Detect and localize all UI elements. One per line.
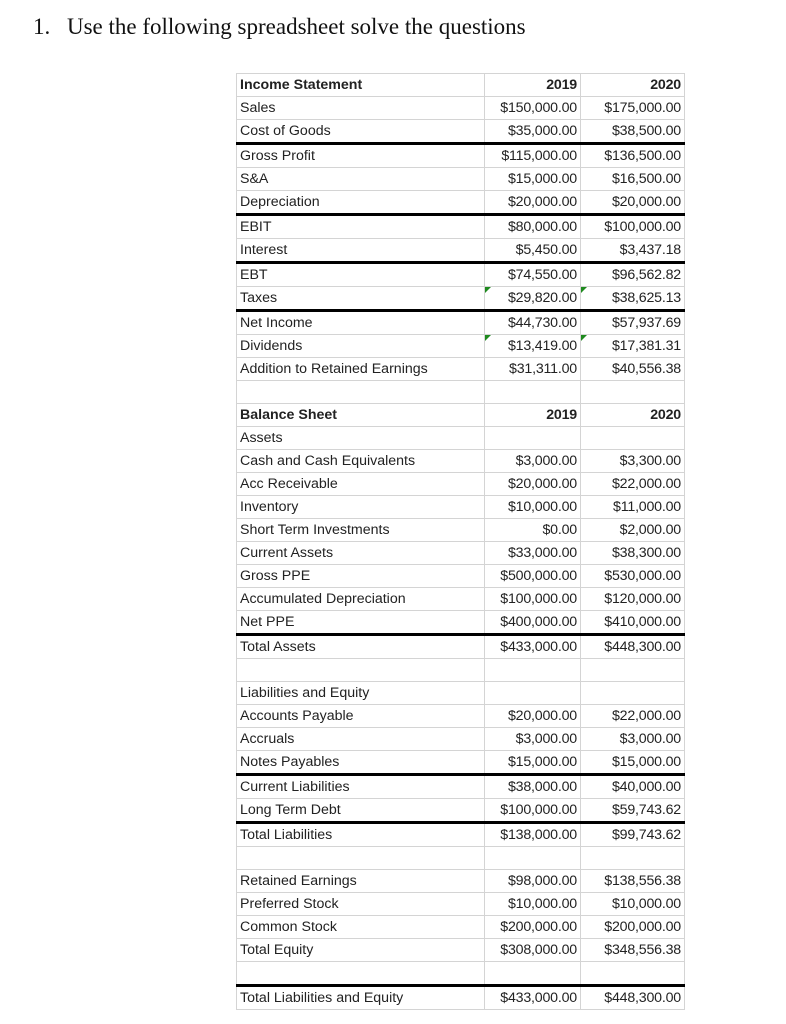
value-2019-cell[interactable] (485, 916, 581, 939)
value-2019-cell[interactable] (485, 335, 581, 358)
row-label-cell[interactable] (237, 168, 485, 191)
cell-text: Preferred Stock (240, 896, 339, 912)
cell-text: Taxes (240, 290, 278, 306)
cell-text: Notes Payables (240, 754, 340, 770)
value-2020-cell[interactable] (581, 74, 685, 97)
row-label-cell[interactable] (237, 986, 485, 1010)
value-2020-cell[interactable] (581, 97, 685, 120)
cell-text: $500,000.00 (500, 568, 577, 584)
table-row (237, 893, 685, 916)
table-row (237, 847, 685, 870)
cell-text: Gross Profit (240, 148, 315, 164)
table-row (237, 870, 685, 893)
value-2020-cell[interactable] (581, 565, 685, 588)
cell-text: $80,000.00 (507, 219, 577, 235)
table-row (237, 120, 685, 144)
value-2019-cell[interactable] (485, 97, 581, 120)
value-2020-cell[interactable] (581, 847, 685, 870)
row-label-cell[interactable] (237, 496, 485, 519)
error-indicator-icon (485, 335, 491, 341)
table-row (237, 404, 685, 427)
cell-text: Total Liabilities (240, 827, 333, 843)
cell-text: Interest (240, 242, 288, 258)
value-2019-cell[interactable] (485, 427, 581, 450)
value-2020-cell[interactable] (581, 705, 685, 728)
row-label-cell[interactable] (237, 893, 485, 916)
value-2019-cell[interactable] (485, 870, 581, 893)
table-row (237, 682, 685, 705)
cell-text: $3,000.00 (515, 731, 577, 747)
row-label-cell[interactable] (237, 775, 485, 799)
row-label-cell[interactable] (237, 97, 485, 120)
cell-text: $38,625.13 (611, 290, 681, 306)
row-label-cell[interactable] (237, 74, 485, 97)
cell-text: Retained Earnings (240, 873, 357, 889)
cell-text: Current Assets (240, 545, 334, 561)
table-row (237, 239, 685, 263)
cell-text: 2020 (650, 407, 681, 423)
value-2019-cell[interactable] (485, 311, 581, 335)
question-heading (33, 14, 526, 40)
cell-text: $308,000.00 (500, 942, 577, 958)
row-label-cell[interactable] (237, 565, 485, 588)
row-label-cell[interactable] (237, 635, 485, 659)
cell-text: Liabilities and Equity (240, 685, 370, 701)
row-label-cell[interactable] (237, 870, 485, 893)
cell-text: Short Term Investments (240, 522, 390, 538)
row-label-cell[interactable] (237, 519, 485, 542)
row-label-cell[interactable] (237, 450, 485, 473)
row-label-cell[interactable] (237, 611, 485, 635)
value-2019-cell[interactable] (485, 682, 581, 705)
row-label-cell[interactable] (237, 239, 485, 263)
value-2019-cell[interactable] (485, 799, 581, 823)
row-label-cell[interactable] (237, 962, 485, 986)
table-row (237, 705, 685, 728)
value-2020-cell[interactable] (581, 404, 685, 427)
cell-text: $22,000.00 (611, 708, 681, 724)
question-number: 1. (33, 14, 51, 39)
row-label-cell[interactable] (237, 728, 485, 751)
cell-text: $138,556.38 (604, 873, 681, 889)
cell-text: $200,000.00 (500, 919, 577, 935)
value-2020-cell[interactable] (581, 939, 685, 962)
table-row (237, 381, 685, 404)
cell-text: Long Term Debt (240, 802, 341, 818)
cell-text: Depreciation (240, 194, 320, 210)
table-row (237, 263, 685, 287)
cell-text: $136,500.00 (604, 148, 681, 164)
row-label-cell[interactable] (237, 705, 485, 728)
cell-text: Accruals (240, 731, 295, 747)
value-2019-cell[interactable] (485, 519, 581, 542)
value-2019-cell[interactable] (485, 635, 581, 659)
value-2020-cell[interactable] (581, 427, 685, 450)
value-2019-cell[interactable] (485, 939, 581, 962)
value-2019-cell[interactable] (485, 705, 581, 728)
cell-text: Income Statement (240, 77, 363, 93)
cell-text: 2020 (650, 77, 681, 93)
value-2019-cell[interactable] (485, 823, 581, 847)
cell-text: $15,000.00 (611, 754, 681, 770)
value-2020-cell[interactable] (581, 542, 685, 565)
cell-text: Total Equity (240, 942, 314, 958)
cell-text: $59,743.62 (611, 802, 681, 818)
cell-text: Net PPE (240, 614, 295, 630)
value-2020-cell[interactable] (581, 870, 685, 893)
cell-text: $35,000.00 (507, 123, 577, 139)
value-2019-cell[interactable] (485, 893, 581, 916)
row-label-cell[interactable] (237, 191, 485, 215)
value-2019-cell[interactable] (485, 565, 581, 588)
cell-text: $96,562.82 (611, 267, 681, 283)
cell-text: $3,437.18 (619, 242, 681, 258)
cell-text: $120,000.00 (604, 591, 681, 607)
value-2019-cell[interactable] (485, 404, 581, 427)
cell-text: Sales (240, 100, 276, 116)
cell-text: Acc Receivable (240, 476, 338, 492)
table-row (237, 611, 685, 635)
table-row (237, 168, 685, 191)
table-row (237, 775, 685, 799)
value-2019-cell[interactable] (485, 847, 581, 870)
cell-text: $98,000.00 (507, 873, 577, 889)
row-label-cell[interactable] (237, 311, 485, 335)
table-row (237, 751, 685, 775)
row-label-cell[interactable] (237, 287, 485, 311)
table-row (237, 358, 685, 381)
error-indicator-icon (581, 335, 587, 341)
value-2020-cell[interactable] (581, 120, 685, 144)
value-2019-cell[interactable] (485, 542, 581, 565)
cell-text: $448,300.00 (604, 639, 681, 655)
value-2020-cell[interactable] (581, 239, 685, 263)
row-label-cell[interactable] (237, 120, 485, 144)
cell-text: $348,556.38 (604, 942, 681, 958)
value-2019-cell[interactable] (485, 496, 581, 519)
table-row (237, 97, 685, 120)
cell-text: $10,000.00 (507, 499, 577, 515)
table-row (237, 588, 685, 611)
cell-text: Common Stock (240, 919, 337, 935)
cell-text: $40,000.00 (611, 779, 681, 795)
financial-statements-table (236, 73, 685, 1010)
cell-text: $10,000.00 (507, 896, 577, 912)
cell-text: $3,000.00 (619, 731, 681, 747)
table-row (237, 144, 685, 168)
value-2020-cell[interactable] (581, 986, 685, 1010)
cell-text: $22,000.00 (611, 476, 681, 492)
table-row (237, 191, 685, 215)
row-label-cell[interactable] (237, 358, 485, 381)
cell-text: $100,000.00 (500, 591, 577, 607)
cell-text: Total Assets (240, 639, 316, 655)
value-2019-cell[interactable] (485, 287, 581, 311)
table-row (237, 215, 685, 239)
table-row (237, 962, 685, 986)
cell-text: Cash and Cash Equivalents (240, 453, 416, 469)
value-2020-cell[interactable] (581, 823, 685, 847)
cell-text: Net Income (240, 315, 313, 331)
row-label-cell[interactable] (237, 939, 485, 962)
value-2020-cell[interactable] (581, 893, 685, 916)
cell-text: $29,820.00 (507, 290, 577, 306)
value-2019-cell[interactable] (485, 215, 581, 239)
cell-text: $0.00 (542, 522, 577, 538)
value-2019-cell[interactable] (485, 751, 581, 775)
cell-text: Accumulated Depreciation (240, 591, 406, 607)
table-row (237, 823, 685, 847)
cell-text: $530,000.00 (604, 568, 681, 584)
table-row (237, 496, 685, 519)
value-2020-cell[interactable] (581, 496, 685, 519)
row-label-cell[interactable] (237, 588, 485, 611)
value-2020-cell[interactable] (581, 311, 685, 335)
value-2020-cell[interactable] (581, 659, 685, 682)
cell-text: 2019 (546, 77, 577, 93)
cell-text: $3,000.00 (515, 453, 577, 469)
cell-text: Inventory (240, 499, 299, 515)
value-2019-cell[interactable] (485, 728, 581, 751)
cell-text: $57,937.69 (611, 315, 681, 331)
row-label-cell[interactable] (237, 542, 485, 565)
table-row (237, 728, 685, 751)
row-label-cell[interactable] (237, 473, 485, 496)
cell-text: EBT (240, 267, 268, 283)
table-row (237, 542, 685, 565)
value-2019-cell[interactable] (485, 168, 581, 191)
cell-text: Accounts Payable (240, 708, 354, 724)
cell-text: Addition to Retained Earnings (240, 361, 428, 377)
row-label-cell[interactable] (237, 381, 485, 404)
table-row (237, 427, 685, 450)
table-row (237, 659, 685, 682)
table-row (237, 799, 685, 823)
cell-text: $11,000.00 (613, 499, 681, 515)
value-2019-cell[interactable] (485, 263, 581, 287)
value-2020-cell[interactable] (581, 168, 685, 191)
cell-text: Cost of Goods (240, 123, 331, 139)
value-2019-cell[interactable] (485, 450, 581, 473)
row-label-cell[interactable] (237, 263, 485, 287)
table-row (237, 986, 685, 1010)
value-2020-cell[interactable] (581, 191, 685, 215)
value-2019-cell[interactable] (485, 358, 581, 381)
value-2019-cell[interactable] (485, 588, 581, 611)
table-row (237, 635, 685, 659)
value-2020-cell[interactable] (581, 144, 685, 168)
row-label-cell[interactable] (237, 215, 485, 239)
table-row (237, 450, 685, 473)
value-2020-cell[interactable] (581, 682, 685, 705)
row-label-cell[interactable] (237, 404, 485, 427)
cell-text: $38,000.00 (507, 779, 577, 795)
cell-text: $17,381.31 (611, 338, 681, 354)
cell-text: 2019 (546, 407, 577, 423)
value-2019-cell[interactable] (485, 74, 581, 97)
value-2019-cell[interactable] (485, 611, 581, 635)
cell-text: $200,000.00 (604, 919, 681, 935)
cell-text: Balance Sheet (240, 407, 337, 423)
value-2019-cell[interactable] (485, 191, 581, 215)
value-2020-cell[interactable] (581, 335, 685, 358)
cell-text: $74,550.00 (507, 267, 577, 283)
question-text: Use the following spreadsheet solve the questions (67, 14, 526, 39)
cell-text: $20,000.00 (611, 194, 681, 210)
value-2019-cell[interactable] (485, 473, 581, 496)
value-2020-cell[interactable] (581, 775, 685, 799)
cell-text: $15,000.00 (507, 754, 577, 770)
value-2020-cell[interactable] (581, 519, 685, 542)
table-row (237, 287, 685, 311)
cell-text: Assets (240, 430, 283, 446)
cell-text: $2,000.00 (619, 522, 681, 538)
row-label-cell[interactable] (237, 916, 485, 939)
value-2019-cell[interactable] (485, 962, 581, 986)
value-2019-cell[interactable] (485, 120, 581, 144)
table-row (237, 335, 685, 358)
table-row (237, 519, 685, 542)
table-body (237, 74, 685, 1010)
cell-text: $400,000.00 (500, 614, 577, 630)
table-row (237, 565, 685, 588)
cell-text: Current Liabilities (240, 779, 350, 795)
cell-text: Gross PPE (240, 568, 311, 584)
value-2020-cell[interactable] (581, 381, 685, 404)
cell-text: $38,500.00 (611, 123, 681, 139)
row-label-cell[interactable] (237, 682, 485, 705)
table-row (237, 74, 685, 97)
cell-text: $115,000.00 (501, 148, 577, 164)
value-2020-cell[interactable] (581, 916, 685, 939)
cell-text: $31,311.00 (509, 361, 577, 377)
cell-text: $16,500.00 (611, 171, 681, 187)
cell-text: $433,000.00 (500, 990, 577, 1006)
cell-text: $99,743.62 (611, 827, 681, 843)
table-row (237, 939, 685, 962)
cell-text: $20,000.00 (507, 194, 577, 210)
cell-text: $100,000.00 (604, 219, 681, 235)
value-2019-cell[interactable] (485, 381, 581, 404)
row-label-cell[interactable] (237, 144, 485, 168)
row-label-cell[interactable] (237, 751, 485, 775)
cell-text: $15,000.00 (507, 171, 577, 187)
cell-text: $20,000.00 (507, 708, 577, 724)
cell-text: $433,000.00 (500, 639, 577, 655)
value-2019-cell[interactable] (485, 239, 581, 263)
value-2019-cell[interactable] (485, 659, 581, 682)
cell-text: Dividends (240, 338, 303, 354)
row-label-cell[interactable] (237, 847, 485, 870)
cell-text: S&A (240, 171, 269, 187)
cell-text: $138,000.00 (500, 827, 577, 843)
table-row (237, 916, 685, 939)
table-row (237, 473, 685, 496)
value-2020-cell[interactable] (581, 450, 685, 473)
cell-text: $448,300.00 (604, 990, 681, 1006)
row-label-cell[interactable] (237, 799, 485, 823)
cell-text: $44,730.00 (507, 315, 577, 331)
cell-text: $20,000.00 (507, 476, 577, 492)
row-label-cell[interactable] (237, 659, 485, 682)
cell-text: $3,300.00 (619, 453, 681, 469)
row-label-cell[interactable] (237, 427, 485, 450)
cell-text: $33,000.00 (507, 545, 577, 561)
cell-text: $410,000.00 (604, 614, 681, 630)
row-label-cell[interactable] (237, 823, 485, 847)
cell-text: $150,000.00 (500, 100, 577, 116)
value-2019-cell[interactable] (485, 986, 581, 1010)
error-indicator-icon (485, 287, 491, 293)
value-2019-cell[interactable] (485, 775, 581, 799)
value-2020-cell[interactable] (581, 962, 685, 986)
error-indicator-icon (581, 287, 587, 293)
cell-text: EBIT (240, 219, 272, 235)
value-2020-cell[interactable] (581, 728, 685, 751)
cell-text: $10,000.00 (611, 896, 681, 912)
cell-text: $175,000.00 (604, 100, 681, 116)
value-2019-cell[interactable] (485, 144, 581, 168)
row-label-cell[interactable] (237, 335, 485, 358)
value-2020-cell[interactable] (581, 215, 685, 239)
cell-text: Total Liabilities and Equity (240, 990, 404, 1006)
value-2020-cell[interactable] (581, 287, 685, 311)
cell-text: $40,556.38 (611, 361, 681, 377)
value-2020-cell[interactable] (581, 263, 685, 287)
table-row (237, 311, 685, 335)
cell-text: $13,419.00 (507, 338, 577, 354)
cell-text: $100,000.00 (500, 802, 577, 818)
value-2020-cell[interactable] (581, 473, 685, 496)
value-2020-cell[interactable] (581, 611, 685, 635)
value-2020-cell[interactable] (581, 751, 685, 775)
cell-text: $38,300.00 (611, 545, 681, 561)
cell-text: $5,450.00 (515, 242, 577, 258)
value-2020-cell[interactable] (581, 799, 685, 823)
value-2020-cell[interactable] (581, 358, 685, 381)
value-2020-cell[interactable] (581, 588, 685, 611)
value-2020-cell[interactable] (581, 635, 685, 659)
